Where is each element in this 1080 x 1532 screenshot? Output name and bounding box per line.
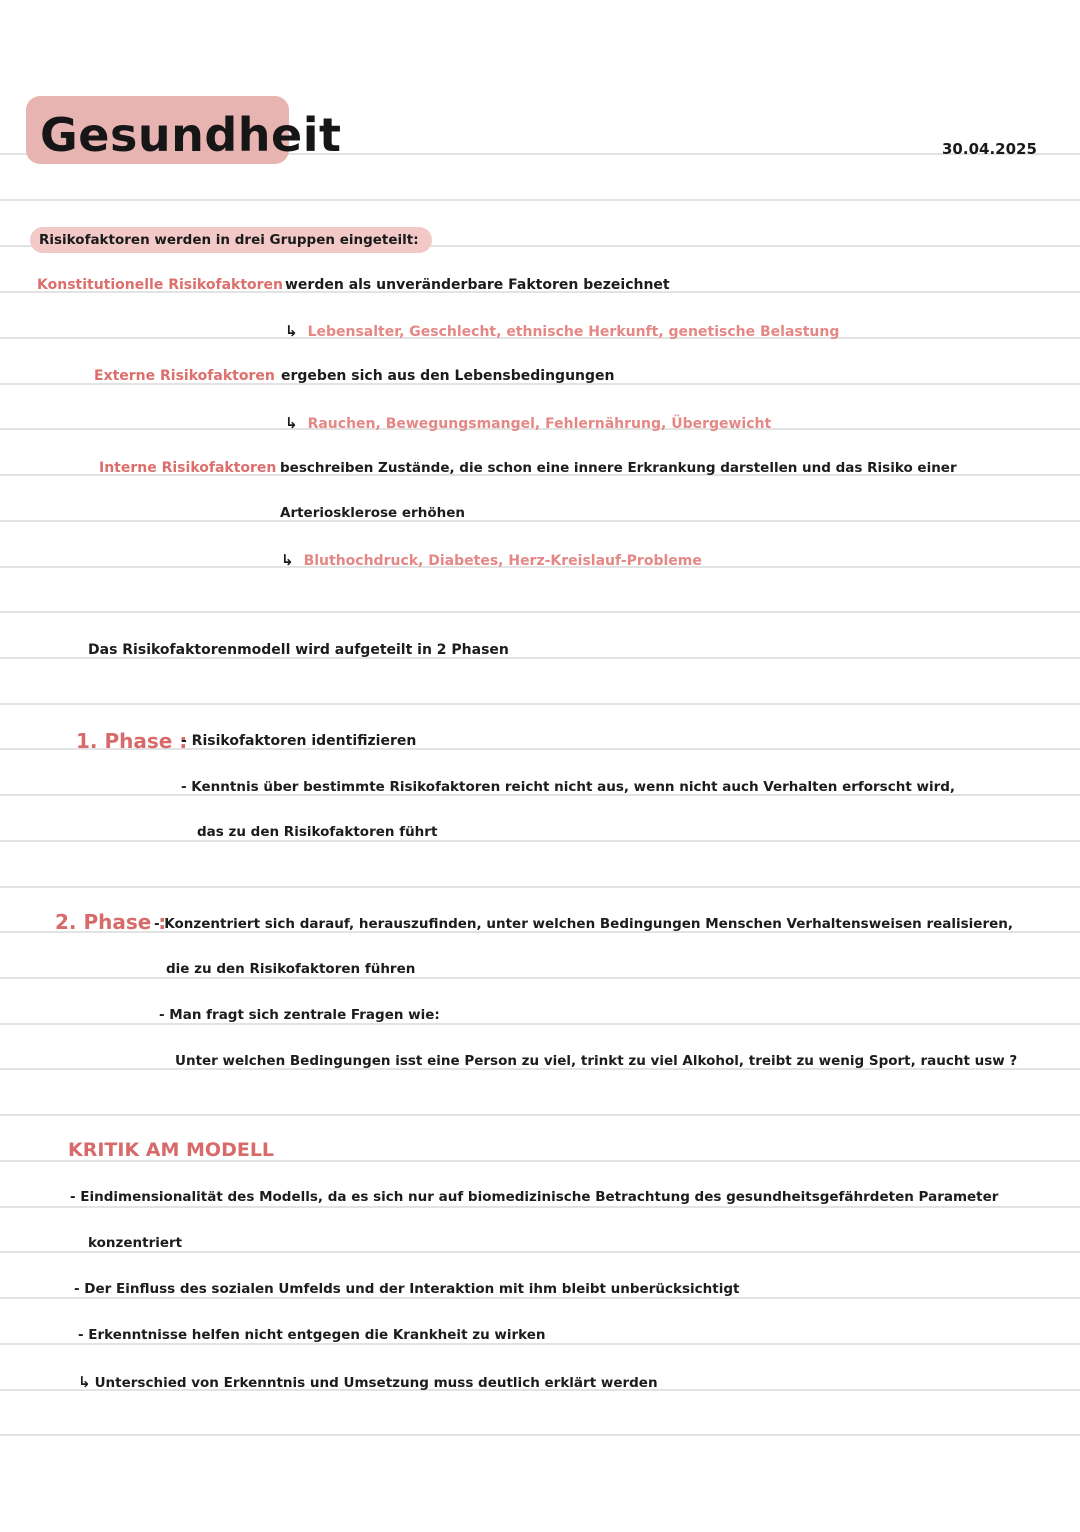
group-examples-konstitutionell-row [285, 321, 839, 340]
group-examples-konstitutionell: Lebensalter, Geschlecht, ethnische Herkunft, genetische Belastung [307, 324, 840, 340]
group-label-intern: Interne Risikofaktoren [99, 460, 277, 476]
phase1-label: 1. Phase : [76, 729, 188, 753]
phase2-line4: Unter welchen Bedingungen isst eine Person zu viel, trinkt zu viel Alkohol, treibt zu wenig Sport, raucht usw ? [175, 1053, 1018, 1069]
group-text-extern: ergeben sich aus den Lebensbedingungen [281, 368, 615, 384]
arrow-return-right-icon: ↳ [285, 414, 298, 432]
intro-text: Risikofaktoren werden in drei Gruppen eingeteilt: [39, 232, 419, 248]
group-examples-intern-row [281, 550, 702, 569]
phase1-line1: - Risikofaktoren identifizieren [181, 733, 417, 749]
arrow-return-right-icon: ↳ [281, 551, 294, 569]
phase1-line2: - Kenntnis über bestimmte Risikofaktoren reicht nicht aus, wenn nicht auch Verhalten erforscht wird, [181, 779, 956, 795]
kritik-line5: Unterschied von Erkenntnis und Umsetzung muss deutlich erklärt werden [94, 1375, 658, 1391]
group-label-extern: Externe Risikofaktoren [94, 368, 275, 384]
kritik-line3: - Der Einfluss des sozialen Umfelds und der Interaktion mit ihm bleibt unberücksichtigt [74, 1281, 740, 1297]
phase2-line1: - Konzentriert sich darauf, herauszufinden, unter welchen Bedingungen Menschen Verhaltensweisen realisieren, [154, 916, 1013, 932]
arrow-return-right-icon: ↳ [285, 322, 298, 340]
phase2-line3: - Man fragt sich zentrale Fragen wie: [159, 1007, 440, 1023]
group-text-intern: beschreiben Zustände, die schon eine innere Erkrankung darstellen und das Risiko einer [280, 460, 957, 476]
group-examples-intern: Bluthochdruck, Diabetes, Herz-Kreislauf-Probleme [303, 553, 702, 569]
model-intro: Das Risikofaktorenmodell wird aufgeteilt in 2 Phasen [88, 642, 509, 658]
phase2-line2: die zu den Risikofaktoren führen [166, 961, 416, 977]
group-examples-extern-row [285, 413, 771, 432]
kritik-line1: - Eindimensionalität des Modells, da es sich nur auf biomedizinische Betrachtung des gesundheitsgefährdeten Parameter [70, 1189, 999, 1205]
group-text-konstitutionell: werden als unveränderbare Faktoren bezeichnet [285, 277, 670, 293]
kritik-line2: konzentriert [88, 1235, 183, 1251]
group-label-konstitutionell: Konstitutionelle Risikofaktoren [37, 277, 283, 293]
kritik-line4: - Erkenntnisse helfen nicht entgegen die Krankheit zu wirken [78, 1327, 546, 1343]
arrow-return-right-icon: ↳ [78, 1373, 91, 1391]
kritik-line5-row [78, 1372, 658, 1391]
page-date: 30.04.2025 [942, 140, 1037, 158]
phase1-line3: das zu den Risikofaktoren führt [197, 824, 438, 840]
group-examples-extern: Rauchen, Bewegungsmangel, Fehlernährung, Übergewicht [307, 416, 772, 432]
phase2-label: 2. Phase : [55, 910, 167, 934]
group-text-intern-2: Arteriosklerose erhöhen [280, 505, 465, 521]
page-title: Gesundheit [40, 108, 342, 162]
kritik-heading: KRITIK AM MODELL [68, 1139, 275, 1161]
